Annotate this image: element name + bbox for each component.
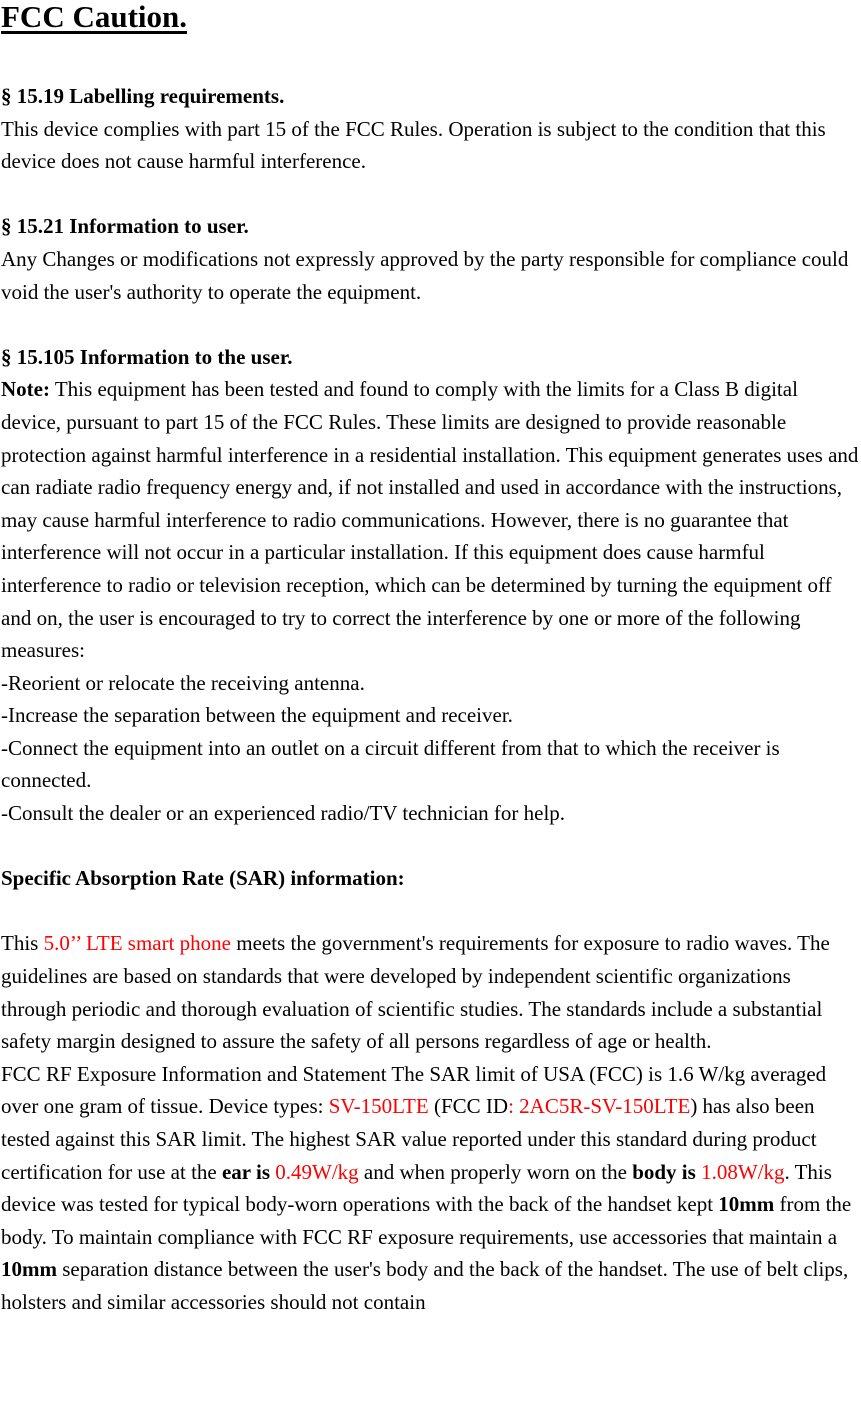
fcc-id: 2AC5R-SV-150LTE [513, 1094, 691, 1119]
body-label: body is [632, 1159, 696, 1184]
text-run: from the body. To maintain compliance with FCC RF exposure requirements, use accessories that maintain a [1, 1192, 852, 1249]
measure-item: -Reorient or relocate the receiving antenna. [1, 670, 365, 695]
text-run: meets the government's requirements for exposure to radio waves. The guidelines are based on standards that were developed by independent scientific organizations through periodic and thorough evaluation of scientific studies. The standards include a substantial safety margin designed to assure the safety of all persons regardless of age or health. [1, 931, 830, 1054]
spacer [1, 36, 861, 80]
section-15-21 [1, 210, 861, 308]
measure-item: -Connect the equipment into an outlet on a circuit different from that to which the receiver is connected. [1, 735, 780, 793]
distance-value: 10mm [718, 1192, 775, 1217]
spacer [1, 308, 861, 341]
text-run: FCC RF Exposure Information and Statement The SAR limit of USA (FCC) is 1.6 W/kg averaged over one gram of tissue. Device types: [1, 1061, 827, 1119]
ear-label: ear is [221, 1159, 271, 1184]
section-heading: § 15.105 Information to the user. [1, 344, 293, 369]
text-run: . This device was tested for typical body-worn operations with the back of the handset kept [1, 1159, 832, 1217]
spacer [1, 178, 861, 211]
device-model: 5.0’’ LTE smart phone [43, 931, 231, 956]
note-body: This equipment has been tested and found to comply with the limits for a Class B digital device, pursuant to part 15 of the FCC Rules. These limits are designed to provide reasonable protection against harmful interference in a residential installation. This equipment generates uses and can radiate radio frequency energy and, if not installed and used in accordance with the instructions, may cause harmful interference to radio communications. However, there is no guarantee that interference will not occur in a particular installation. If this equipment does cause harmful interference to radio or television reception, which can be determined by turning the equipment off and on, the user is encouraged to try to correct the interference by one or more of the following measures: [1, 377, 859, 663]
text-run: ) has also been tested against this SAR limit. The highest SAR value reported under this standard during product certification for use at the [1, 1094, 817, 1184]
body-sar-value: 1.08W/kg [695, 1159, 785, 1184]
text-run: (FCC ID [428, 1094, 509, 1119]
text-run: and when properly worn on the [358, 1159, 633, 1184]
section-heading: § 15.21 Information to user. [1, 214, 249, 239]
page-title: FCC Caution. [1, 0, 188, 34]
distance-value: 10mm [1, 1257, 57, 1282]
section-heading: Specific Absorption Rate (SAR) information: [1, 866, 405, 891]
section-15-19 [1, 80, 861, 178]
section-body: Any Changes or modifications not expressly approved by the party responsible for compliance could void the user's authority to operate the equipment. [1, 246, 849, 304]
section-sar [1, 862, 861, 1318]
sar-paragraph-1 [1, 927, 861, 1057]
ear-sar-value: 0.49W/kg [270, 1159, 359, 1184]
text-run: separation distance between the user's body and the back of the handset. The use of belt clips, holsters and similar accessories should not contain [1, 1257, 849, 1314]
section-heading: § 15.19 Labelling requirements. [1, 84, 285, 108]
section-15-105 [1, 341, 861, 830]
note-paragraph [1, 373, 861, 666]
sar-paragraph-2 [1, 1058, 861, 1319]
section-body: This device complies with part 15 of the FCC Rules. Operation is subject to the condition that this device does not cause harmful interference. [1, 116, 826, 174]
fcc-id-colon: : [508, 1094, 514, 1119]
note-label: Note: [1, 377, 50, 402]
measure-item: -Increase the separation between the equipment and receiver. [1, 703, 513, 728]
spacer [1, 830, 861, 863]
text-run: This [1, 931, 44, 956]
device-type: SV-150LTE [328, 1094, 429, 1119]
spacer [1, 895, 861, 928]
measure-item: -Consult the dealer or an experienced radio/TV technician for help. [1, 801, 566, 826]
